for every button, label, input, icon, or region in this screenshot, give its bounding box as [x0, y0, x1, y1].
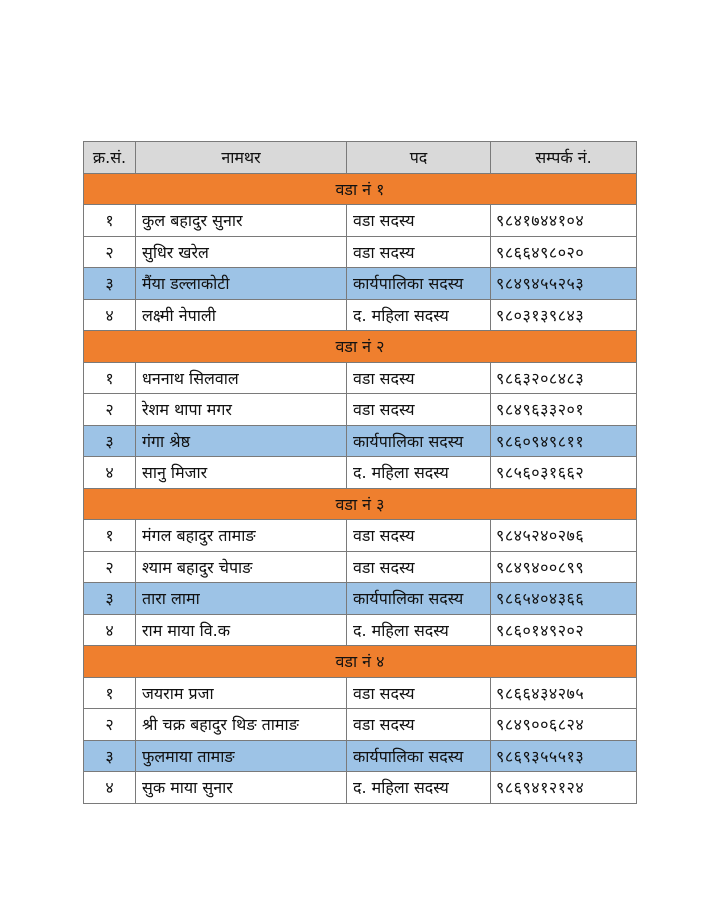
name-cell: सुक माया सुनार — [136, 772, 347, 804]
serial-cell: ३ — [84, 740, 136, 772]
table-header-row — [84, 142, 637, 174]
ward-4-heading-row — [84, 646, 637, 678]
serial-cell: ३ — [84, 583, 136, 615]
phone-cell: ९८६६४३४२७५ — [491, 677, 637, 709]
serial-cell: ४ — [84, 299, 136, 331]
table-row — [84, 299, 637, 331]
table-row — [84, 772, 637, 804]
table-row — [84, 709, 637, 741]
phone-cell: ९८४१७४४१०४ — [491, 205, 637, 237]
ward-4-title: वडा नं ४ — [84, 646, 637, 678]
name-cell: तारा लामा — [136, 583, 347, 615]
post-cell: कार्यपालिका सदस्य — [347, 740, 491, 772]
name-cell: गंगा श्रेष्ठ — [136, 425, 347, 457]
post-cell: वडा सदस्य — [347, 236, 491, 268]
ward-3-title: वडा नं ३ — [84, 488, 637, 520]
name-cell: फुलमाया तामाङ — [136, 740, 347, 772]
phone-cell: ९८४९००६८२४ — [491, 709, 637, 741]
phone-cell: ९८६६४९८०२० — [491, 236, 637, 268]
table-row-highlighted — [84, 740, 637, 772]
name-cell: मैंया डल्लाकोटी — [136, 268, 347, 300]
name-cell: सुधिर खरेल — [136, 236, 347, 268]
phone-cell: ९८५६०३१६६२ — [491, 457, 637, 489]
phone-cell: ९८४५२४०२७६ — [491, 520, 637, 552]
phone-cell: ९८४९४५५२५३ — [491, 268, 637, 300]
table-row-highlighted — [84, 268, 637, 300]
serial-cell: ४ — [84, 772, 136, 804]
post-cell: द. महिला सदस्य — [347, 299, 491, 331]
ward-3-heading-row — [84, 488, 637, 520]
header-post: पद — [347, 142, 491, 174]
name-cell: धननाथ सिलवाल — [136, 362, 347, 394]
phone-cell: ९८६९३५५५१३ — [491, 740, 637, 772]
table-row — [84, 394, 637, 426]
table-row-highlighted — [84, 425, 637, 457]
post-cell: वडा सदस्य — [347, 677, 491, 709]
table-row — [84, 236, 637, 268]
phone-cell: ९८६०९४९८११ — [491, 425, 637, 457]
header-name: नामथर — [136, 142, 347, 174]
post-cell: वडा सदस्य — [347, 205, 491, 237]
name-cell: लक्ष्मी नेपाली — [136, 299, 347, 331]
post-cell: वडा सदस्य — [347, 520, 491, 552]
post-cell: वडा सदस्य — [347, 362, 491, 394]
serial-cell: २ — [84, 709, 136, 741]
table-row — [84, 677, 637, 709]
header-contact: सम्पर्क नं. — [491, 142, 637, 174]
phone-cell: ९८४९६३३२०१ — [491, 394, 637, 426]
post-cell: वडा सदस्य — [347, 551, 491, 583]
post-cell: वडा सदस्य — [347, 394, 491, 426]
serial-cell: १ — [84, 205, 136, 237]
table-row — [84, 457, 637, 489]
ward-members-table — [83, 141, 637, 804]
phone-cell: ९८६३२०८४८३ — [491, 362, 637, 394]
serial-cell: ३ — [84, 425, 136, 457]
phone-cell: ९८६५४०४३६६ — [491, 583, 637, 615]
table-row — [84, 614, 637, 646]
post-cell: कार्यपालिका सदस्य — [347, 268, 491, 300]
post-cell: द. महिला सदस्य — [347, 457, 491, 489]
phone-cell: ९८०३१३९८४३ — [491, 299, 637, 331]
post-cell: वडा सदस्य — [347, 709, 491, 741]
serial-cell: २ — [84, 236, 136, 268]
name-cell: श्री चक्र बहादुर थिङ तामाङ — [136, 709, 347, 741]
serial-cell: ४ — [84, 614, 136, 646]
serial-cell: १ — [84, 677, 136, 709]
ward-1-heading-row — [84, 173, 637, 205]
name-cell: रेशम थापा मगर — [136, 394, 347, 426]
table-row — [84, 551, 637, 583]
serial-cell: २ — [84, 394, 136, 426]
phone-cell: ९८६९४१२१२४ — [491, 772, 637, 804]
serial-cell: २ — [84, 551, 136, 583]
table-row — [84, 520, 637, 552]
post-cell: कार्यपालिका सदस्य — [347, 425, 491, 457]
phone-cell: ९८४९४००८९९ — [491, 551, 637, 583]
name-cell: कुल बहादुर सुनार — [136, 205, 347, 237]
header-serial: क्र.सं. — [84, 142, 136, 174]
phone-cell: ९८६०१४९२०२ — [491, 614, 637, 646]
table-row-highlighted — [84, 583, 637, 615]
post-cell: द. महिला सदस्य — [347, 614, 491, 646]
ward-2-title: वडा नं २ — [84, 331, 637, 363]
name-cell: राम माया वि.क — [136, 614, 347, 646]
post-cell: द. महिला सदस्य — [347, 772, 491, 804]
serial-cell: १ — [84, 362, 136, 394]
name-cell: जयराम प्रजा — [136, 677, 347, 709]
post-cell: कार्यपालिका सदस्य — [347, 583, 491, 615]
table-row — [84, 362, 637, 394]
table-row — [84, 205, 637, 237]
name-cell: मंगल बहादुर तामाङ — [136, 520, 347, 552]
name-cell: श्याम बहादुर चेपाङ — [136, 551, 347, 583]
serial-cell: ४ — [84, 457, 136, 489]
serial-cell: १ — [84, 520, 136, 552]
ward-1-title: वडा नं १ — [84, 173, 637, 205]
serial-cell: ३ — [84, 268, 136, 300]
ward-2-heading-row — [84, 331, 637, 363]
name-cell: सानु मिजार — [136, 457, 347, 489]
